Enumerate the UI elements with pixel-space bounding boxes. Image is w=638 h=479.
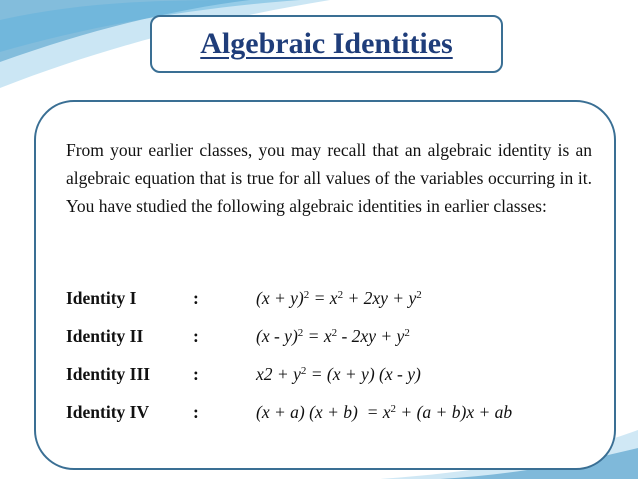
- title-box: [150, 15, 503, 73]
- identity-formula: (x + a) $(x + b) = x^2 + (a + b)x$ + ab: [256, 402, 513, 422]
- identity-row: [66, 364, 596, 394]
- identity-separator: :: [193, 364, 199, 384]
- identity-name: Identity II: [66, 326, 144, 346]
- identity-formula: $(x + y)^2 = x^2 + 2xy + y^2$: [256, 288, 422, 308]
- identity-separator: :: [193, 402, 199, 422]
- identity-name: Identity III: [66, 364, 151, 384]
- identity-row: [66, 326, 596, 356]
- identity-row: [66, 402, 596, 432]
- page-title: Algebraic Identities: [200, 27, 453, 60]
- content-box: [34, 100, 616, 470]
- identity-formula: $(x - y)^2 = x^2 - 2xy + y^2$: [256, 326, 410, 346]
- identity-separator: :: [193, 288, 199, 308]
- identity-row: [66, 288, 596, 318]
- identity-name: Identity IV: [66, 402, 150, 422]
- identity-name: Identity I: [66, 288, 137, 308]
- identity-separator: :: [193, 326, 199, 346]
- identity-formula: $x2 + y^2 = (x + y)$ (x - y): [256, 364, 421, 384]
- intro-paragraph: From your earlier classes, you may recall that an algebraic identity is an algebraic equation that is true for all values of the variables occurring in it. You have studied the following algebraic identities in earlier classes:: [66, 140, 592, 216]
